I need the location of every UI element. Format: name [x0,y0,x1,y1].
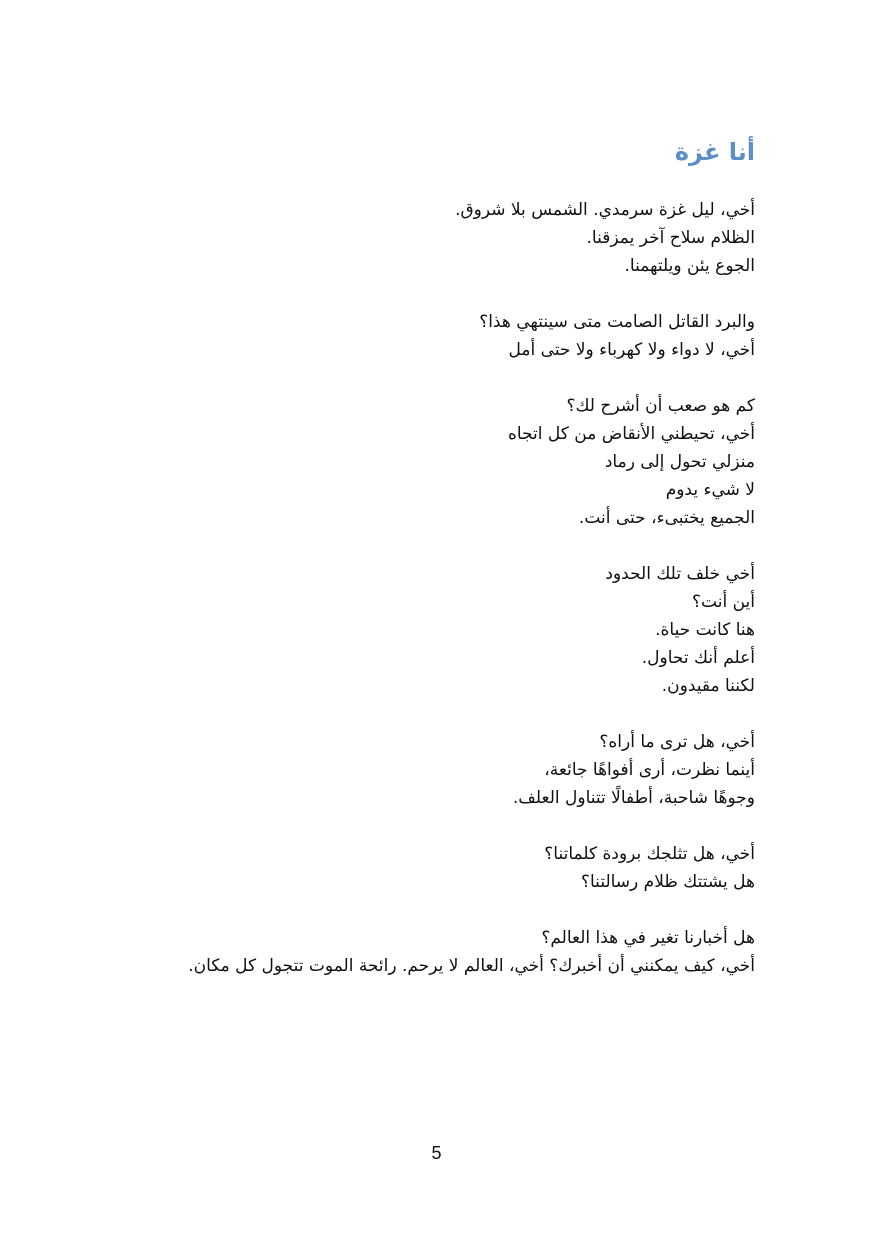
stanza-4 [115,560,755,700]
poem-line: أينما نظرت، أرى أفواهًا جائعة، [544,760,755,780]
page-number: 5 [431,1143,442,1163]
poem-line: أخي، ليل غزة سرمدي. الشمس بلا شروق. [455,200,755,220]
poem-line: وجوهًا شاحبة، أطفالًا تتناول العلف. [512,788,755,808]
poem-line: الظلام سلاح آخر يمزقنا. [586,228,755,248]
stanza-3 [115,392,755,532]
poem-line: أخي خلف تلك الحدود [605,564,755,584]
poem-line: لا شيء يدوم [665,480,755,500]
poem-line: هل أخبارنا تغير في هذا العالم؟ [541,928,755,948]
poem-line: هنا كانت حياة. [655,620,755,640]
poem-line: أين أنت؟ [692,592,755,612]
poem-line: لكننا مقيدون. [661,676,755,696]
stanza-1 [115,196,755,280]
poem-line: أخي، تحيطني الأنقاض من كل اتجاه [508,424,755,444]
poem-line: الجوع يئن ويلتهمنا. [624,256,755,276]
poem-title: أنا غزة [674,138,755,166]
poem-line: أخي، هل تثلجك برودة كلماتنا؟ [544,844,755,864]
stanza-5 [115,728,755,812]
poem-line: كم هو صعب أن أشرح لك؟ [566,396,755,416]
poem-line: والبرد القاتل الصامت متى سينتهي هذا؟ [479,312,755,332]
poem-line: منزلي تحول إلى رماد [604,452,755,472]
poem-line: الجميع يختبىء، حتى أنت. [578,508,755,528]
poem-line: أخي، هل ترى ما أراه؟ [599,732,755,752]
stanza-2 [115,308,755,364]
stanza-6 [115,840,755,896]
poem-body [115,196,755,1008]
poem-line: هل يشتتك ظلام رسالتنا؟ [580,872,755,892]
poem-line: أخي، لا دواء ولا كهرباء ولا حتى أمل [508,340,755,360]
stanza-7 [115,924,755,980]
poem-line: أخي، كيف يمكنني أن أخبرك؟ أخي، العالم لا يرحم. رائحة الموت تتجول كل مكان. [188,956,755,976]
poem-line: أعلم أنك تحاول. [641,648,755,668]
